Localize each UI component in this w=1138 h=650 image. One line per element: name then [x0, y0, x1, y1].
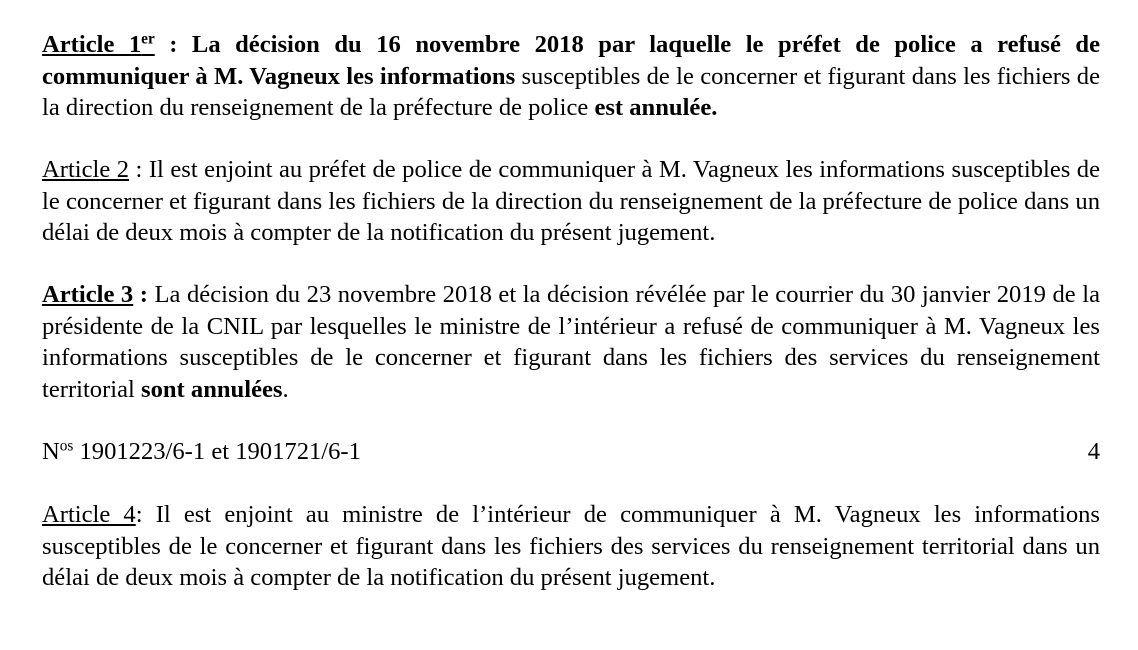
page-header-case-numbers	[42, 436, 1100, 468]
case-prefix: N	[42, 437, 60, 465]
case-prefix-sup: os	[59, 437, 74, 455]
article-4	[42, 499, 1100, 594]
article-3-end: .	[282, 375, 289, 403]
article-2-body: : Il est enjoint au préfet de police de communiquer à M. Vagneux les informations susceptibles de le concerner et figurant dans les fichiers de la direction du renseignement de la préfecture de police dans un délai de deux mois à compter de la notification du présent jugement.	[42, 156, 1100, 246]
article-3-separator: :	[133, 281, 148, 308]
article-1-label	[42, 31, 155, 58]
article-1-label-sup: er	[141, 30, 155, 48]
article-3	[42, 279, 1100, 405]
article-3-label: Article 3	[42, 281, 134, 308]
article-1-body: susceptibles de le concerner et figurant dans les fichiers de la direction du renseignement de la préfecture de police	[42, 62, 1100, 121]
article-4-body: : Il est enjoint au ministre de l’intérieur de communiquer à M. Vagneux les informations susceptibles de le concerner et figurant dans les fichiers des services du renseignement territorial dans un délai de deux mois à compter de la notification du présent jugement.	[42, 501, 1100, 591]
article-2	[42, 154, 1100, 249]
page-number: 4	[1087, 437, 1100, 465]
article-1-bold-lead: : La décision du 16 novembre 2018 par laquelle le préfet de police a refusé de communiquer à M. Vagneux les informations	[42, 31, 1100, 90]
case-numbers-text: 1901223/6-1 et 1901721/6-1	[73, 437, 361, 465]
case-numbers	[42, 436, 361, 468]
article-3-body: La décision du 23 novembre 2018 et la décision révélée par le courrier du 30 janvier 2019 de la présidente de la CNIL par lesquelles le ministre de l’intérieur a refusé de communiquer à M. Vagneux les informations susceptibles de le concerner et figurant dans les fichiers des services du renseignement territorial	[42, 281, 1101, 403]
article-1	[42, 29, 1100, 124]
article-4-label: Article 4	[42, 501, 136, 528]
article-2-label: Article 2	[42, 156, 130, 183]
document-page	[42, 29, 1100, 624]
article-1-bold-tail: est annulée.	[594, 94, 718, 121]
article-3-bold-tail: sont annulées	[141, 375, 283, 403]
article-1-label-text: Article 1	[42, 31, 142, 58]
